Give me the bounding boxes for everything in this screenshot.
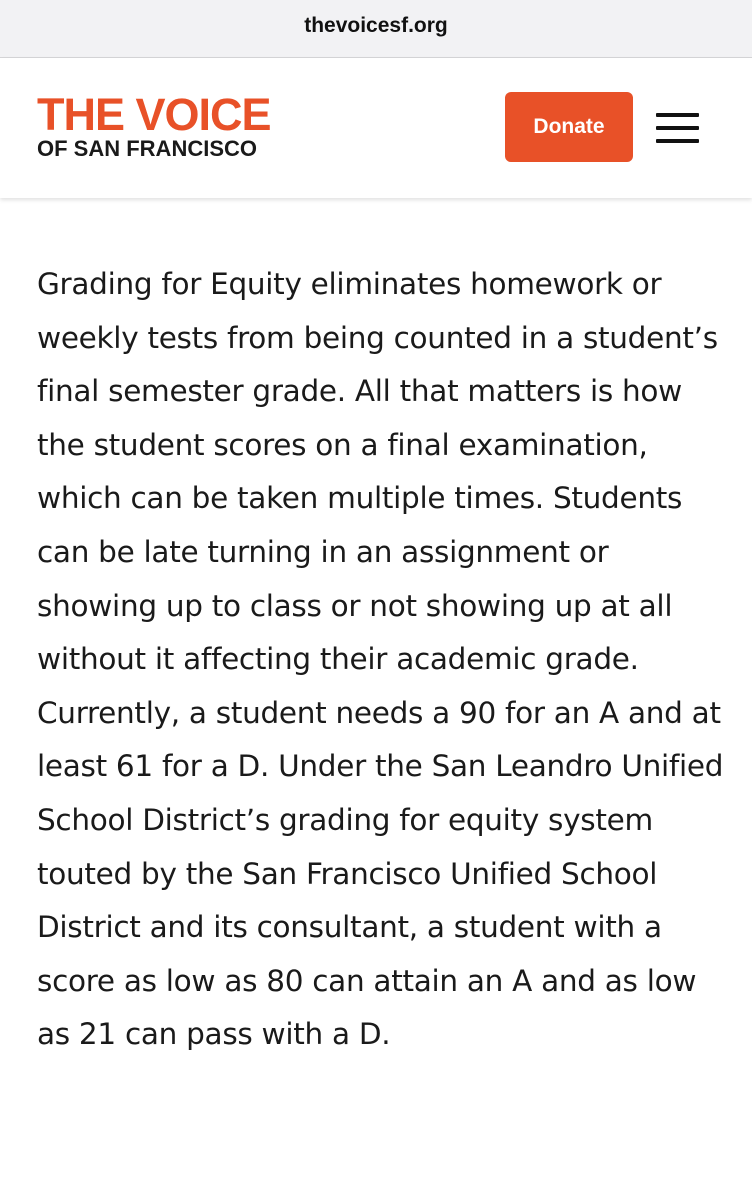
- donate-button[interactable]: Donate: [505, 92, 633, 162]
- site-logo[interactable]: [37, 89, 271, 161]
- hamburger-menu-icon[interactable]: [656, 113, 699, 143]
- logo-title: THE VOICE: [37, 89, 271, 140]
- article-paragraph: Grading for Equity eliminates homework or weekly tests from being counted in a student’s final semester grade. All that matters is how the student scores on a final examination, which can be taken multiple times. Students can be late turning in an assignment or showing up to class or not showing up at all without it affecting their academic grade. Currently, a student needs a 90 for an A and at least 61 for a D. Under the San Leandro Unified School District’s grading for equity system touted by the San Francisco Unified School District and its consultant, a student with a score as low as 80 can attain an A and as low as 21 can pass with a D.: [37, 267, 724, 1052]
- article-body: [37, 258, 727, 1062]
- site-header: [0, 58, 752, 198]
- logo-subtitle: OF SAN FRANCISCO: [37, 136, 257, 161]
- url-text[interactable]: thevoicesf.org: [304, 13, 448, 37]
- browser-url-bar[interactable]: [0, 0, 752, 58]
